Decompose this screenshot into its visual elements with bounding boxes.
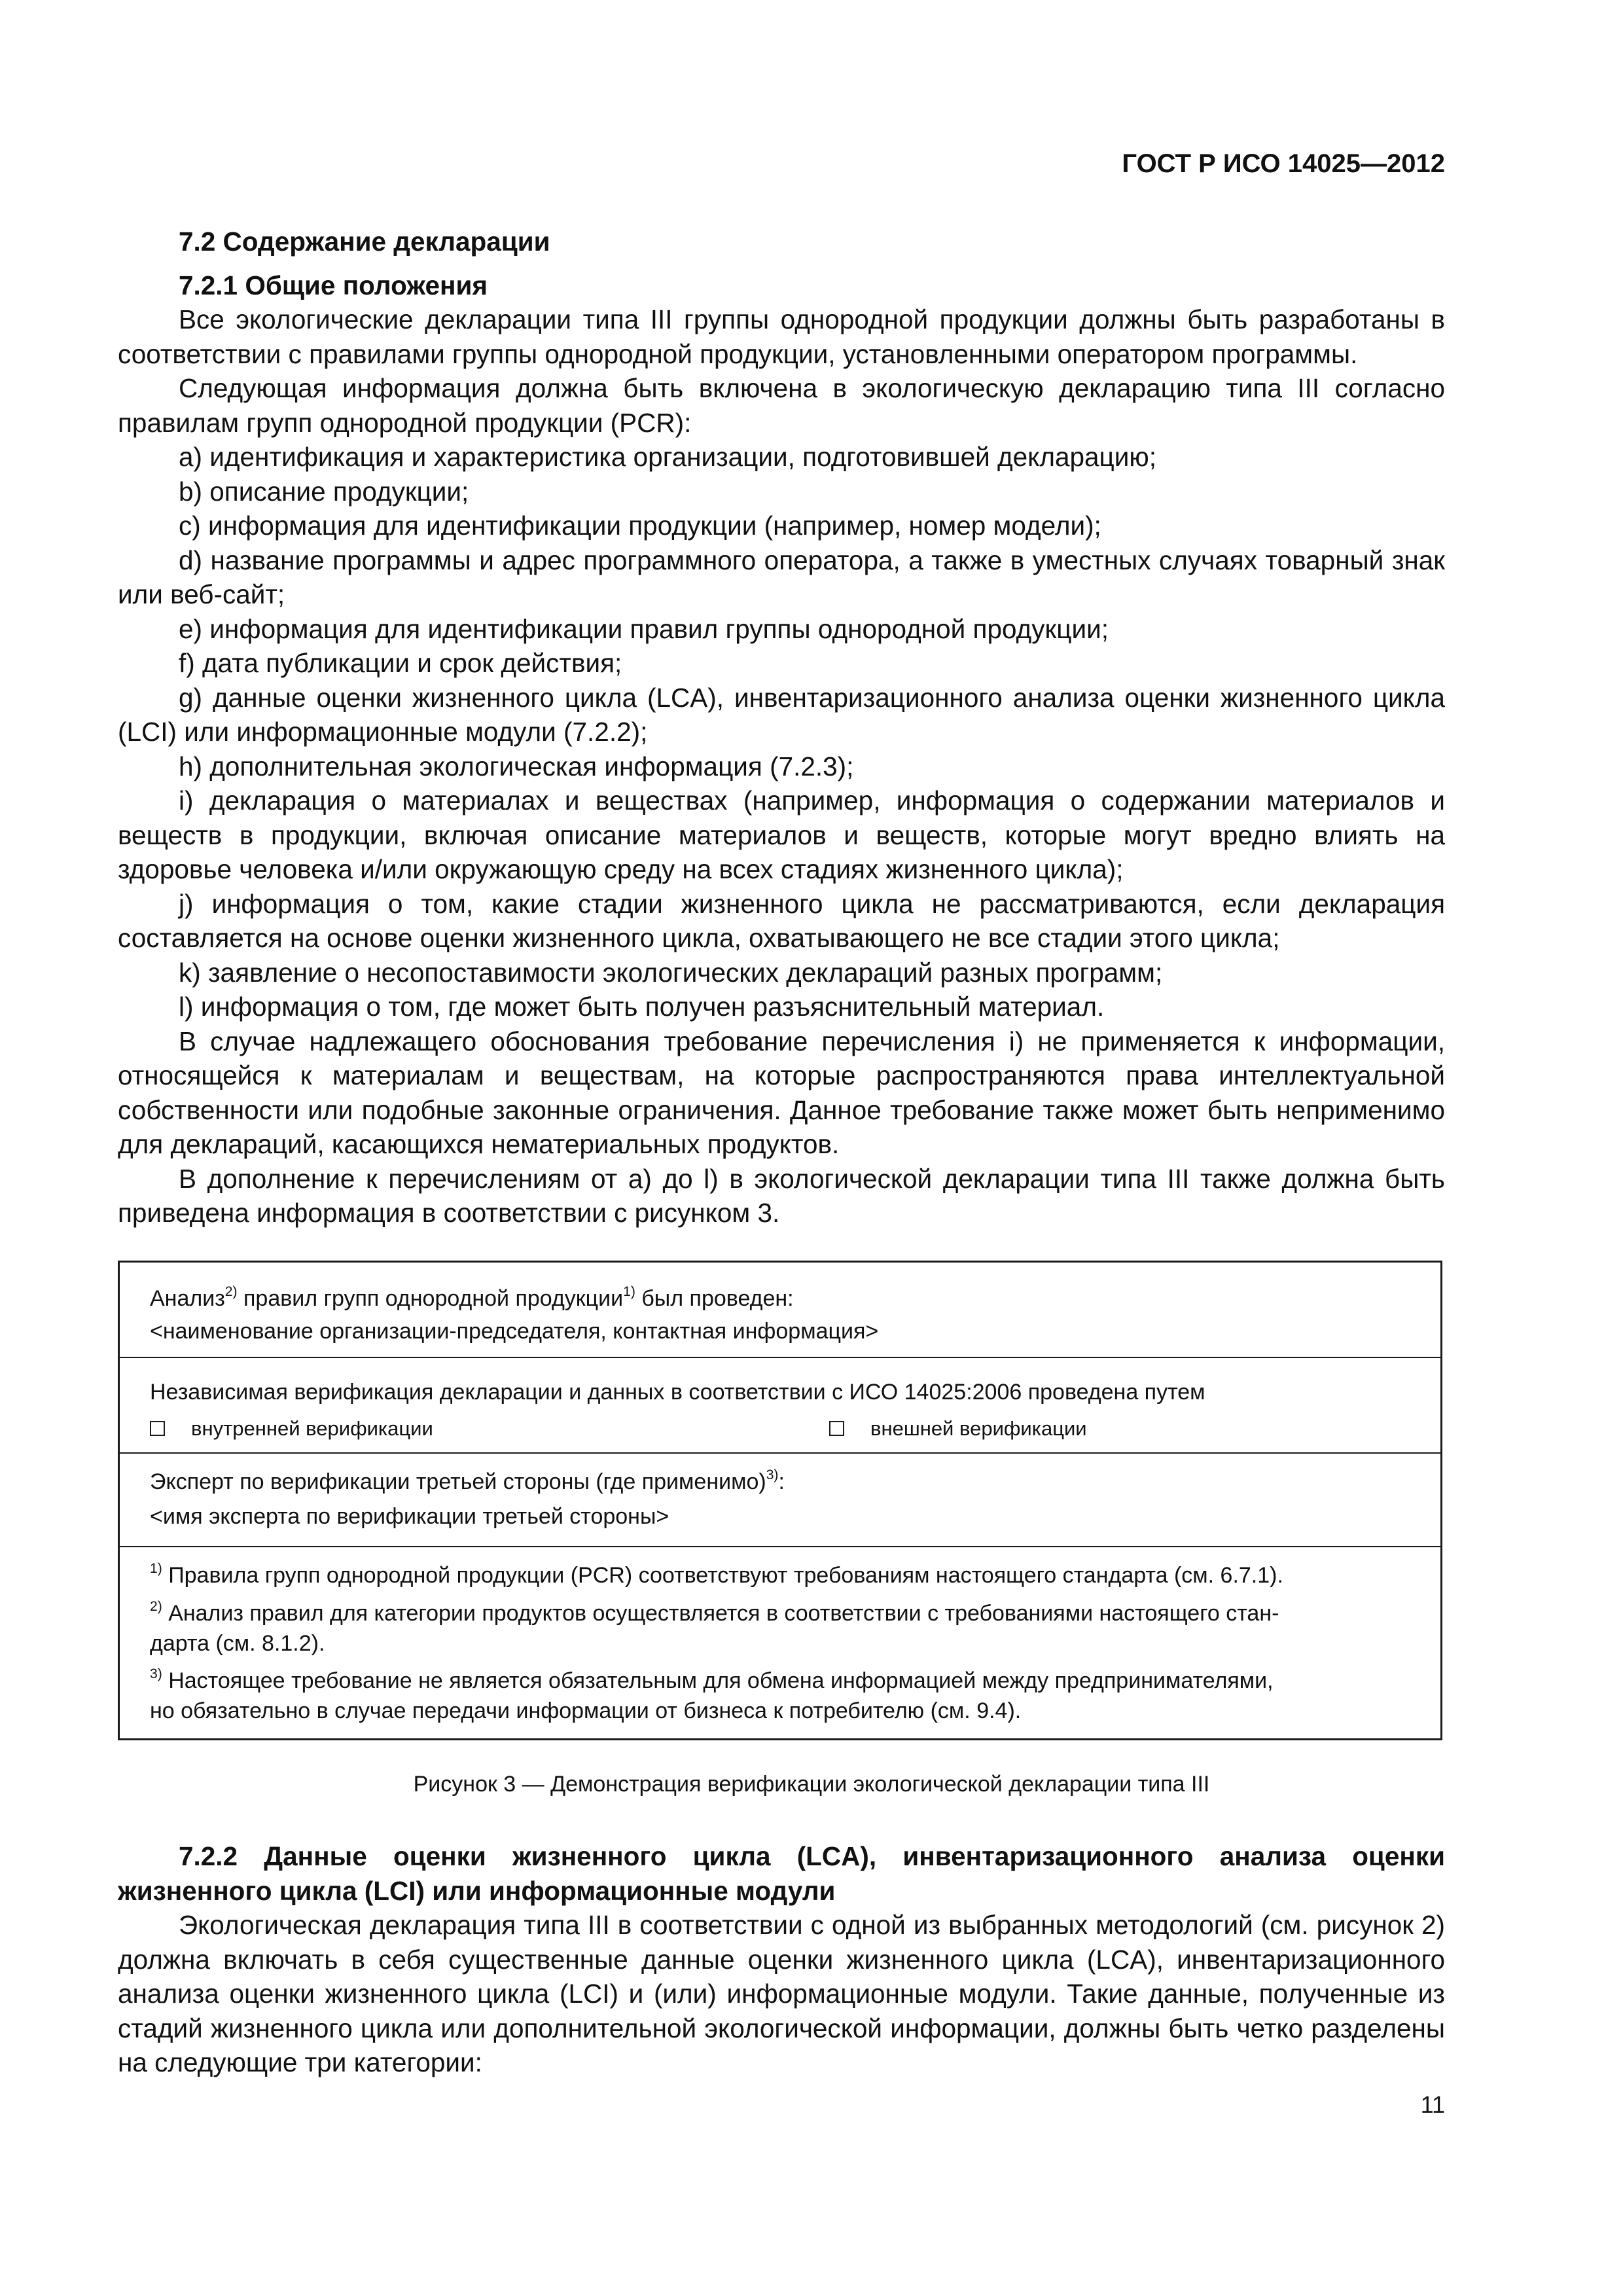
page-number: 11	[1420, 2091, 1445, 2118]
footnote-3-continued: но обязательно в случае передачи информации от бизнеса к потребителю (см. 9.4).	[150, 1698, 1022, 1723]
standard-designation: ГОСТ Р ИСО 14025—2012	[1122, 149, 1445, 178]
checkbox-icon[interactable]	[829, 1421, 844, 1436]
verification-label: Независимая верификация декларации и данных в соответствии с ИСО 14025:2006 проведена путем	[150, 1380, 1205, 1405]
external-verification-option[interactable]: внешней верификации	[829, 1417, 1087, 1441]
divider	[120, 1546, 1440, 1547]
list-item: l) информация о том, где может быть получен разъяснительный материал.	[179, 992, 1105, 1022]
list-item: i) декларация о материалах и веществах (например, информация о содержании материалов и веществ в продукции, включая описание материалов и веществ, которые могут вредно влиять на здоровье человека и/или окружающую среду на всех стадиях жизненного цикла);	[118, 785, 1445, 884]
figure-3-box	[118, 1261, 1442, 1740]
list-item: h) дополнительная экологическая информация (7.2.3);	[179, 751, 854, 781]
section-7-2-2-title: 7.2.2 Данные оценки жизненного цикла (LCA), инвентаризационного анализа оценки жизненного цикла (LCI) или информационные модули	[118, 1841, 1445, 1906]
list-item: a) идентификация и характеристика организации, подготовившей декларацию;	[179, 442, 1156, 472]
paragraph: В случае надлежащего обоснования требование перечисления i) не применяется к информации, относящейся к материалам и веществам, на которые распространяются права интеллектуальной собственности или подобные законные ограничения. Данное требование также может быть неприменимо для деклараций, касающихся нематериальных продуктов.	[118, 1026, 1445, 1159]
figure-caption: Рисунок 3 — Демонстрация верификации экологической декларации типа III	[413, 1772, 1210, 1797]
list-item: k) заявление о несопоставимости экологических деклараций разных программ;	[179, 957, 1163, 988]
expert-name-placeholder: <имя эксперта по верификации третьей стороны>	[150, 1504, 669, 1529]
internal-verification-option[interactable]: внутренней верификации	[150, 1417, 433, 1441]
divider	[120, 1452, 1440, 1454]
chair-organization-placeholder: <наименование организации-председателя, контактная информация>	[150, 1319, 879, 1344]
paragraph: В дополнение к перечислениям от a) до l) в экологической декларации типа III также должна быть приведена информация в соответствии с рисунком 3.	[118, 1163, 1445, 1228]
paragraph: Следующая информация должна быть включена в экологическую декларацию типа III согласно правилам групп однородной продукции (PCR):	[118, 373, 1445, 438]
footnote-2: $^{2)}$ Анализ правил для категории продуктов осуществляется в соответствии с требованиями настоящего стан-	[150, 1598, 1279, 1626]
list-item: c) информация для идентификации продукции (например, номер модели);	[179, 511, 1101, 541]
list-item: b) описание продукции;	[179, 476, 469, 507]
footnote-3: $^{3)}$ Настоящее требование не является обязательным для обмена информацией между предпринимателями,	[150, 1666, 1274, 1693]
pcr-review-label: Анализ$^{2)}$ правил групп однородной продукции$^{1)}$ был проведен:	[150, 1283, 794, 1311]
third-party-expert-label: Эксперт по верификации третьей стороны (где применимо)$^{3)}$:	[150, 1467, 785, 1494]
checkbox-icon[interactable]	[150, 1421, 165, 1436]
list-item: f) дата публикации и срок действия;	[179, 648, 622, 678]
list-item: g) данные оценки жизненного цикла (LCA), инвентаризационного анализа оценки жизненного цикла (LCI) или информационные модули (7.2.2);	[118, 682, 1445, 747]
footnote-1: $^{1)}$ Правила групп однородной продукции (PCR) соответствуют требованиям настоящего стандарта (см. 6.7.1).	[150, 1560, 1283, 1588]
footnote-2-continued: дарта (см. 8.1.2).	[150, 1631, 325, 1656]
paragraph: Экологическая декларация типа III в соответствии с одной из выбранных методологий (см. рисунок 2) должна включать в себя существенные данные оценки жизненного цикла (LCA), инвентаризационного анализа оценки жизненного цикла (LCI) и (или) информационные модули. Такие данные, полученные из стадий жизненного цикла или дополнительной экологической информации, должны быть четко разделены на следующие три категории:	[118, 1910, 1445, 2077]
section-7-2-text	[118, 224, 1445, 1230]
list-item: j) информация о том, какие стадии жизненного цикла не рассматриваются, если декларация составляется на основе оценки жизненного цикла, охватывающего не все стадии этого цикла;	[118, 888, 1445, 953]
section-7-2-2-text	[118, 1839, 1445, 2080]
section-7-2-title: 7.2 Содержание декларации	[179, 226, 550, 257]
list-item: e) информация для идентификации правил группы однородной продукции;	[179, 613, 1109, 644]
section-7-2-1-title: 7.2.1 Общие положения	[179, 270, 488, 300]
paragraph: Все экологические декларации типа III группы однородной продукции должны быть разработаны в соответствии с правилами группы однородной продукции, установленными оператором программы.	[118, 304, 1445, 369]
list-item: d) название программы и адрес программного оператора, а также в уместных случаях товарный знак или веб-сайт;	[118, 545, 1445, 609]
divider	[120, 1357, 1440, 1358]
